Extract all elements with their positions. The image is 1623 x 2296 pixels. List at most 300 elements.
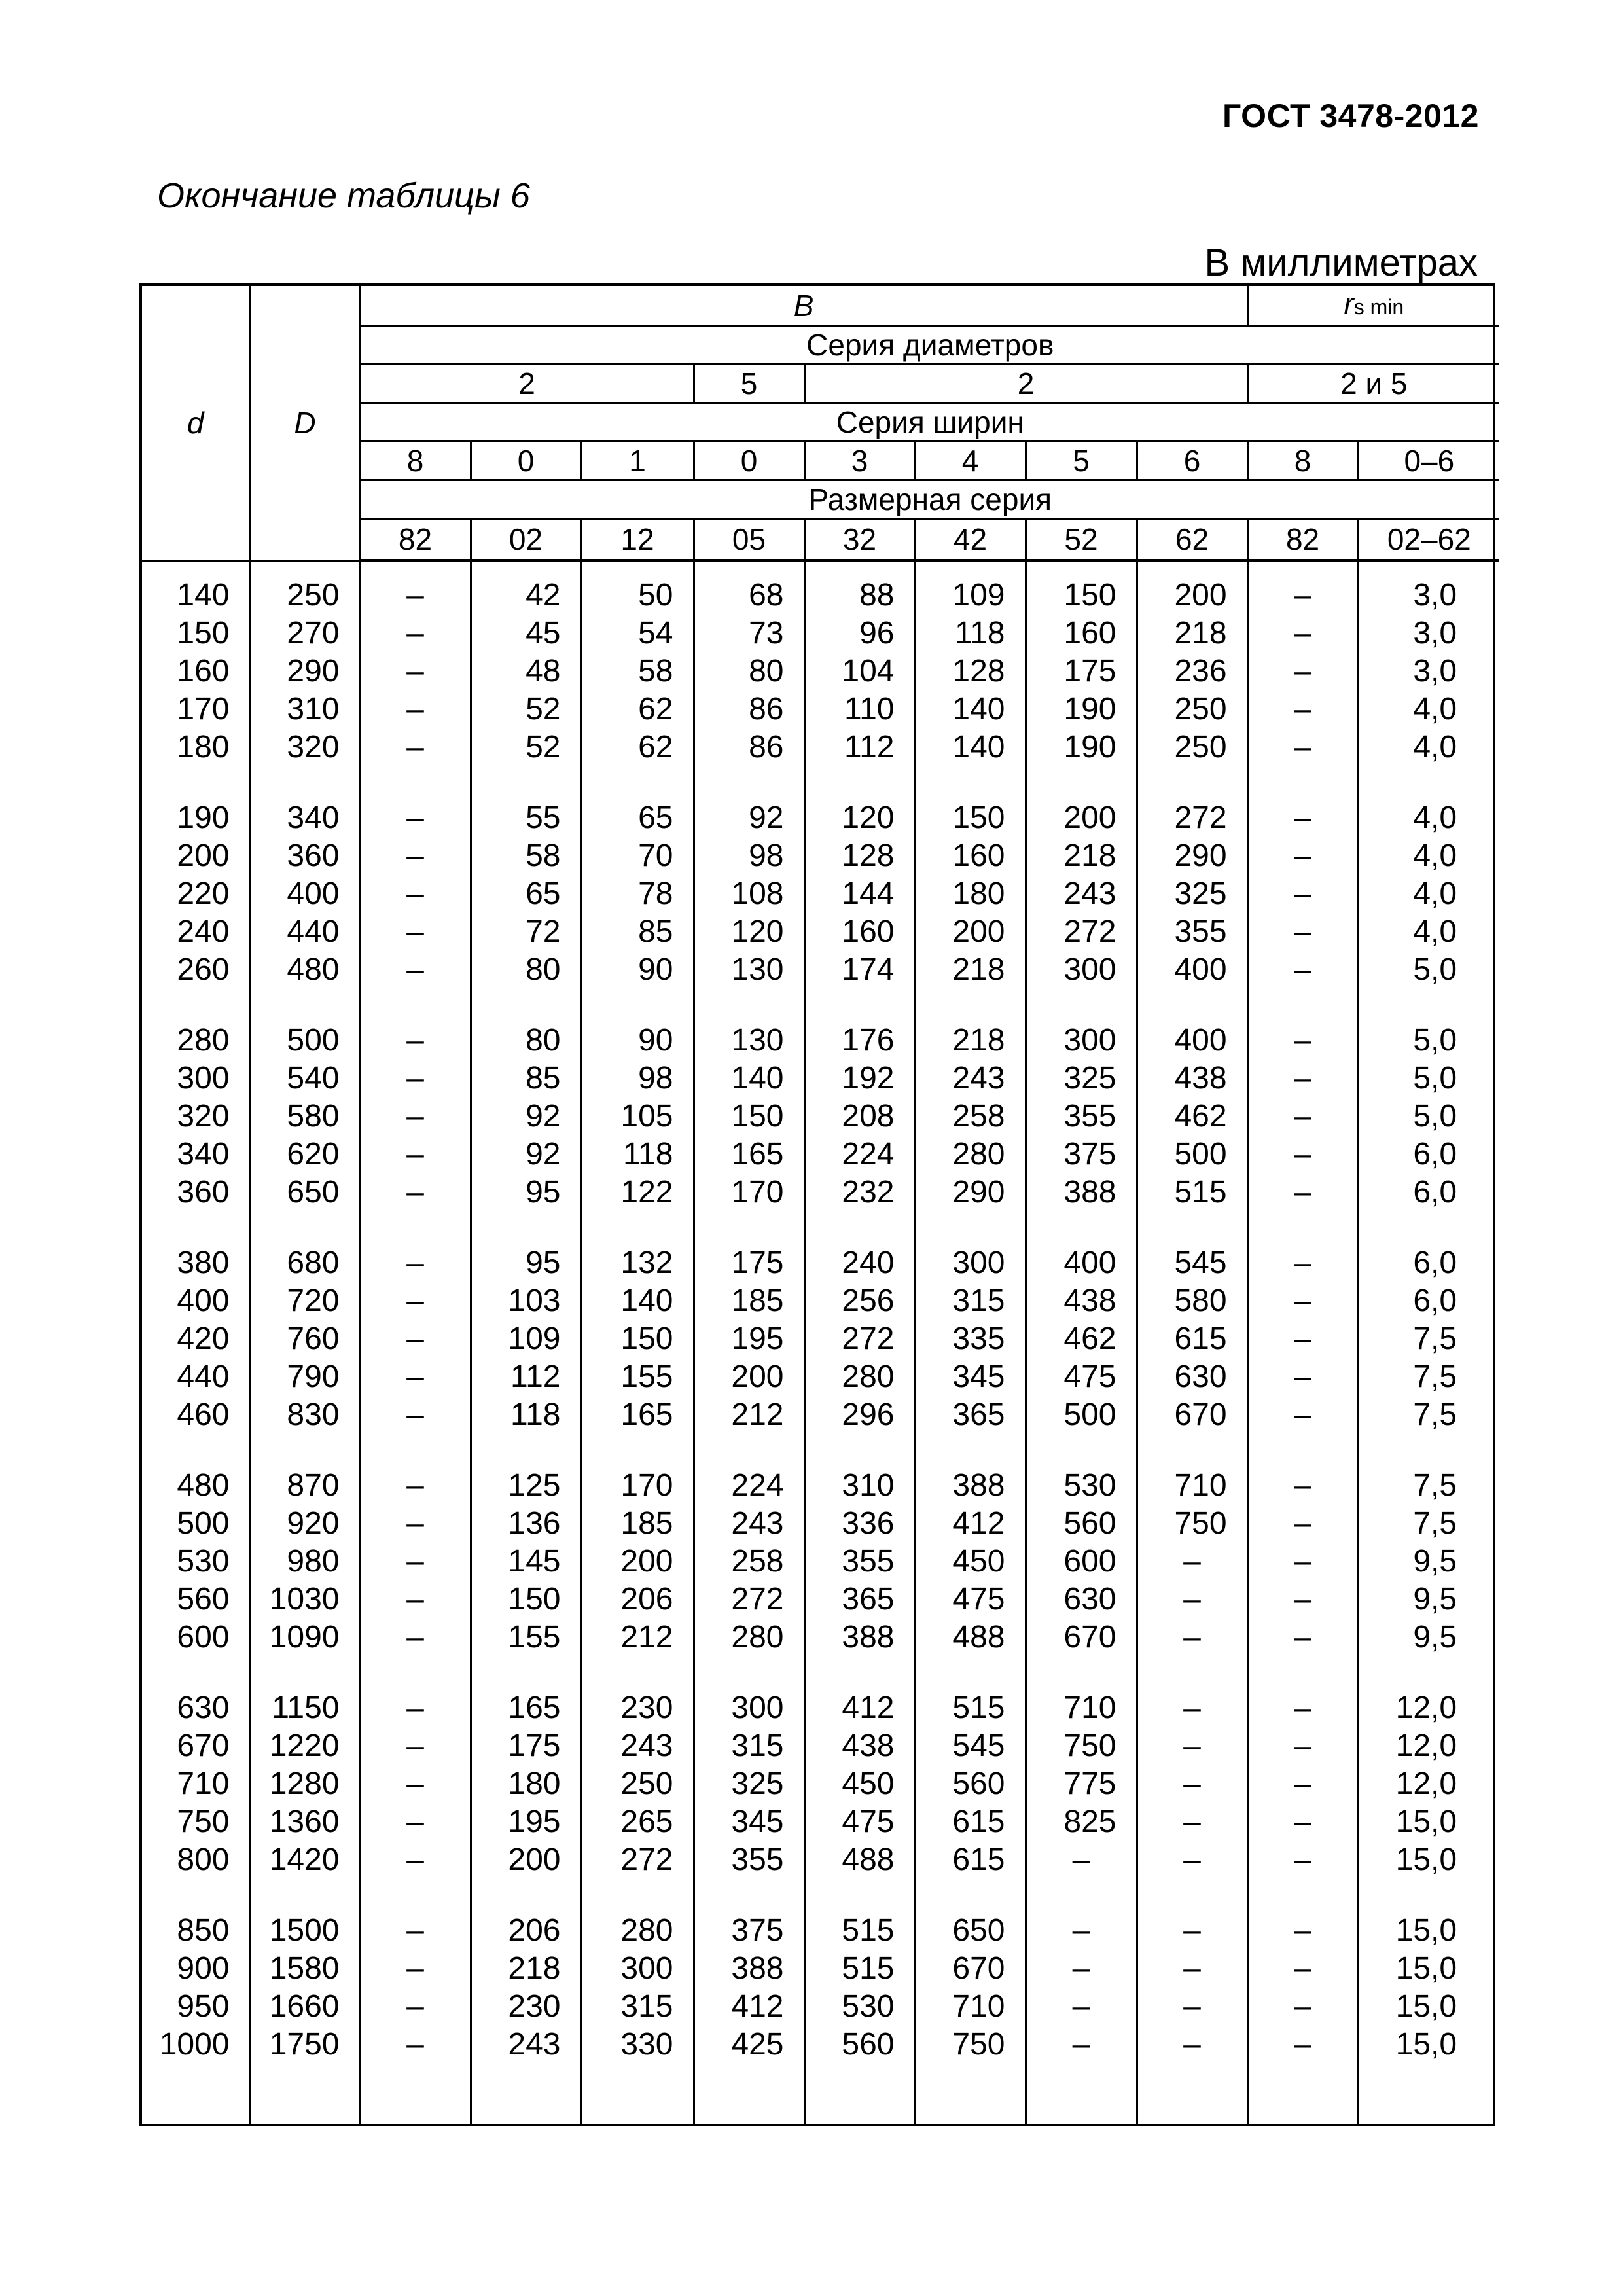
table-cell: – — [1137, 1689, 1247, 1727]
table-cell: 440 — [250, 913, 360, 951]
header-dimension-series-cell: 02 — [471, 519, 581, 561]
table-cell: 136 — [471, 1505, 581, 1543]
table-cell: 830 — [250, 1396, 360, 1434]
table-cell: 243 — [581, 1727, 694, 1765]
table-cell: 54 — [581, 615, 694, 653]
table-cell: 176 — [804, 1022, 915, 1060]
header-dimension-series-cell: 12 — [581, 519, 694, 561]
table-cell: 710 — [915, 1988, 1026, 2026]
table-cell: 200 — [694, 1358, 804, 1396]
table-cell: 265 — [581, 1803, 694, 1841]
table-cell: 118 — [581, 1136, 694, 1174]
header-width-series-cell: 3 — [804, 442, 915, 480]
table-cell: – — [360, 799, 471, 837]
table-cell: – — [360, 1320, 471, 1358]
table-cell: 750 — [142, 1803, 250, 1841]
table-cell: 206 — [471, 1912, 581, 1950]
table-cell: 180 — [915, 875, 1026, 913]
table-cell: 250 — [581, 1765, 694, 1803]
table-cell: 375 — [694, 1912, 804, 1950]
table-cell: 230 — [471, 1988, 581, 2026]
table-cell: 1150 — [250, 1689, 360, 1727]
table-row — [142, 1467, 1499, 1505]
table-cell: 375 — [1026, 1136, 1137, 1174]
table-cell: 3,0 — [1358, 653, 1499, 691]
table-row — [142, 799, 1499, 837]
table-cell: 243 — [694, 1505, 804, 1543]
table-cell: 480 — [142, 1467, 250, 1505]
table-cell: 70 — [581, 837, 694, 875]
table-cell: 15,0 — [1358, 1950, 1499, 1988]
table-cell: – — [360, 837, 471, 875]
table-cell: 140 — [142, 577, 250, 615]
table-cell: 545 — [1137, 1244, 1247, 1282]
table-row — [142, 1098, 1499, 1136]
table-cell: 540 — [250, 1060, 360, 1098]
table-cell: – — [1247, 1803, 1358, 1841]
table-cell: – — [1026, 1950, 1137, 1988]
table-cell: 315 — [915, 1282, 1026, 1320]
table-cell: 98 — [694, 837, 804, 875]
table-cell: – — [1247, 1689, 1358, 1727]
table-cell: 118 — [471, 1396, 581, 1434]
table-row — [142, 1505, 1499, 1543]
table-cell: – — [1247, 577, 1358, 615]
table-cell: – — [1247, 799, 1358, 837]
table-cell: – — [1247, 1619, 1358, 1657]
table-cell: – — [360, 1174, 471, 1211]
table-cell: – — [1026, 1841, 1137, 1879]
header-diameter-series-cell: 2 — [804, 365, 1247, 403]
table-cell: 120 — [804, 799, 915, 837]
table-cell: 55 — [471, 799, 581, 837]
table-cell: 530 — [1026, 1467, 1137, 1505]
table-cell: – — [360, 1803, 471, 1841]
header-width-series-cell: 8 — [360, 442, 471, 480]
table-cell: 150 — [694, 1098, 804, 1136]
table-cell: 475 — [915, 1581, 1026, 1619]
table-cell: 388 — [915, 1467, 1026, 1505]
table-cell: – — [1247, 1320, 1358, 1358]
table-cell: 140 — [915, 691, 1026, 728]
table-cell: – — [1137, 1619, 1247, 1657]
table-cell: 300 — [1026, 1022, 1137, 1060]
table-cell: 325 — [1137, 875, 1247, 913]
table-cell: 515 — [804, 1912, 915, 1950]
table-cell: 670 — [142, 1727, 250, 1765]
table-cell: 750 — [1026, 1727, 1137, 1765]
table-cell: 412 — [694, 1988, 804, 2026]
table-cell: – — [360, 1244, 471, 1282]
table-cell: 400 — [1137, 951, 1247, 989]
table-cell: 355 — [1137, 913, 1247, 951]
table-cell: 208 — [804, 1098, 915, 1136]
table-cell: 7,5 — [1358, 1320, 1499, 1358]
header-diameter-series-cell: 2 и 5 — [1247, 365, 1499, 403]
table-cell: 670 — [1026, 1619, 1137, 1657]
table-cell: 12,0 — [1358, 1765, 1499, 1803]
table-cell: 42 — [471, 577, 581, 615]
table-cell: 7,5 — [1358, 1396, 1499, 1434]
table-cell: – — [1247, 1950, 1358, 1988]
table-cell: 400 — [1137, 1022, 1247, 1060]
table-row — [142, 1912, 1499, 1950]
table-cell: 160 — [915, 837, 1026, 875]
table-cell: – — [1026, 2026, 1137, 2064]
table-cell: – — [1247, 951, 1358, 989]
table-cell: 130 — [694, 1022, 804, 1060]
table-cell: 96 — [804, 615, 915, 653]
table-cell: 438 — [804, 1727, 915, 1765]
header-B: B — [360, 286, 1247, 326]
table-cell: 790 — [250, 1358, 360, 1396]
table-cell: 3,0 — [1358, 577, 1499, 615]
table-cell: – — [1247, 1912, 1358, 1950]
table-cell: 73 — [694, 615, 804, 653]
table-row — [142, 1022, 1499, 1060]
table-cell: 438 — [1026, 1282, 1137, 1320]
table-row — [142, 1543, 1499, 1581]
table-cell: 290 — [915, 1174, 1026, 1211]
table-cell: 480 — [250, 951, 360, 989]
table-cell: 122 — [581, 1174, 694, 1211]
header-D: D — [250, 286, 360, 561]
table-cell: – — [360, 1136, 471, 1174]
table-cell: – — [360, 1022, 471, 1060]
table-cell: 500 — [1137, 1136, 1247, 1174]
table-cell: – — [1247, 1098, 1358, 1136]
document-code: ГОСТ 3478-2012 — [1222, 98, 1479, 134]
table-cell: – — [1247, 1244, 1358, 1282]
table-cell: 160 — [804, 913, 915, 951]
table-cell: 175 — [694, 1244, 804, 1282]
header-diameter-series-cell: 2 — [360, 365, 694, 403]
table-cell: 224 — [804, 1136, 915, 1174]
table-cell: – — [1247, 1060, 1358, 1098]
table-cell: 160 — [1026, 615, 1137, 653]
table-cell: 240 — [804, 1244, 915, 1282]
table-cell: 545 — [915, 1727, 1026, 1765]
table-cell: – — [360, 691, 471, 728]
table-cell: – — [360, 1098, 471, 1136]
table-cell: 72 — [471, 913, 581, 951]
table-cell: – — [360, 913, 471, 951]
table-cell: 6,0 — [1358, 1174, 1499, 1211]
table-cell: 6,0 — [1358, 1282, 1499, 1320]
table-cell: – — [360, 1358, 471, 1396]
table-cell: – — [1137, 2026, 1247, 2064]
table-cell: 325 — [694, 1765, 804, 1803]
table-cell: 250 — [1137, 728, 1247, 766]
table-cell: 175 — [1026, 653, 1137, 691]
table-cell: 515 — [804, 1950, 915, 1988]
table-cell: 45 — [471, 615, 581, 653]
table-row — [142, 653, 1499, 691]
table-cell: 315 — [581, 1988, 694, 2026]
table-cell: 500 — [1026, 1396, 1137, 1434]
table-cell: 870 — [250, 1467, 360, 1505]
table-cell: 90 — [581, 951, 694, 989]
table-cell: 109 — [471, 1320, 581, 1358]
table-cell: 515 — [915, 1689, 1026, 1727]
table-cell: 48 — [471, 653, 581, 691]
table-cell: 440 — [142, 1358, 250, 1396]
table-cell: 250 — [250, 577, 360, 615]
table-cell: 412 — [915, 1505, 1026, 1543]
table-cell: 150 — [142, 615, 250, 653]
table-cell: 243 — [471, 2026, 581, 2064]
table-cell: 280 — [581, 1912, 694, 1950]
header-width-series-cell: 0 — [471, 442, 581, 480]
table-cell: – — [360, 577, 471, 615]
table-cell: 109 — [915, 577, 1026, 615]
table-cell: 388 — [804, 1619, 915, 1657]
table-cell: – — [1137, 1543, 1247, 1581]
table-cell: 560 — [1026, 1505, 1137, 1543]
table-cell: 650 — [915, 1912, 1026, 1950]
table-cell: 600 — [1026, 1543, 1137, 1581]
table-cell: – — [1247, 1841, 1358, 1879]
table-cell: 236 — [1137, 653, 1247, 691]
table-cell: 165 — [694, 1136, 804, 1174]
table-cell: 140 — [694, 1060, 804, 1098]
table-cell: 710 — [1137, 1467, 1247, 1505]
table-cell: 680 — [250, 1244, 360, 1282]
table-cell: 192 — [804, 1060, 915, 1098]
table-cell: 335 — [915, 1320, 1026, 1358]
table-cell: 220 — [142, 875, 250, 913]
table-cell: 3,0 — [1358, 615, 1499, 653]
table-row — [142, 875, 1499, 913]
table-cell: 272 — [1137, 799, 1247, 837]
table-cell: 4,0 — [1358, 913, 1499, 951]
table-cell: 212 — [694, 1396, 804, 1434]
table-cell: 500 — [250, 1022, 360, 1060]
table-cell: 150 — [915, 799, 1026, 837]
table-cell: 775 — [1026, 1765, 1137, 1803]
table-cell: 1660 — [250, 1988, 360, 2026]
table-cell: 175 — [471, 1727, 581, 1765]
table-cell: 12,0 — [1358, 1727, 1499, 1765]
table-cell: 365 — [915, 1396, 1026, 1434]
table-cell: 475 — [804, 1803, 915, 1841]
table-cell: 300 — [694, 1689, 804, 1727]
header-dimension-series-cell: 02–62 — [1358, 519, 1499, 561]
table-cell: 475 — [1026, 1358, 1137, 1396]
table-cell: 150 — [1026, 577, 1137, 615]
table-cell: – — [360, 1543, 471, 1581]
table-cell: 4,0 — [1358, 691, 1499, 728]
table-cell: – — [1247, 1396, 1358, 1434]
table-cell: 272 — [804, 1320, 915, 1358]
table-cell: 320 — [250, 728, 360, 766]
table-cell: 80 — [471, 951, 581, 989]
table-cell: 7,5 — [1358, 1358, 1499, 1396]
table-cell: – — [1247, 1765, 1358, 1803]
table-cell: 155 — [471, 1619, 581, 1657]
table-cell: – — [360, 2026, 471, 2064]
table-cell: 258 — [694, 1543, 804, 1581]
table-cell: 800 — [142, 1841, 250, 1879]
header-width-series-cell: 4 — [915, 442, 1026, 480]
table-cell: – — [360, 615, 471, 653]
table-row — [142, 1174, 1499, 1211]
table-cell: 488 — [915, 1619, 1026, 1657]
table-cell: 750 — [915, 2026, 1026, 2064]
table-cell: 360 — [250, 837, 360, 875]
table-cell: 150 — [581, 1320, 694, 1358]
table-cell: 78 — [581, 875, 694, 913]
table-cell: 7,5 — [1358, 1467, 1499, 1505]
table-cell: 232 — [804, 1174, 915, 1211]
table-row — [142, 1244, 1499, 1282]
table-cell: – — [360, 951, 471, 989]
table-row — [142, 2026, 1499, 2064]
table-cell: 240 — [142, 913, 250, 951]
table-cell: – — [360, 1282, 471, 1320]
table-cell: 6,0 — [1358, 1244, 1499, 1282]
table-cell: 630 — [1026, 1581, 1137, 1619]
table-cell: – — [1247, 837, 1358, 875]
table-row — [142, 1619, 1499, 1657]
table-cell: 52 — [471, 691, 581, 728]
table-cell: – — [360, 1912, 471, 1950]
header-dimension-series-cell: 52 — [1026, 519, 1137, 561]
table-cell: 1090 — [250, 1619, 360, 1657]
table-row — [142, 1803, 1499, 1841]
table-cell: – — [1026, 1988, 1137, 2026]
table-cell: 280 — [694, 1619, 804, 1657]
table-cell: 560 — [142, 1581, 250, 1619]
table-cell: 140 — [581, 1282, 694, 1320]
table-row — [142, 1358, 1499, 1396]
table-cell: – — [1247, 913, 1358, 951]
table-cell: 108 — [694, 875, 804, 913]
table-cell: 330 — [581, 2026, 694, 2064]
table-row — [142, 615, 1499, 653]
table-cell: 62 — [581, 728, 694, 766]
table-row — [142, 1689, 1499, 1727]
table-cell: 180 — [142, 728, 250, 766]
table-cell: – — [1247, 1505, 1358, 1543]
table-row — [142, 691, 1499, 728]
header-width-series-cell: 8 — [1247, 442, 1358, 480]
header-dimension-series-cell: 05 — [694, 519, 804, 561]
table-cell: 560 — [915, 1765, 1026, 1803]
table-cell: 80 — [694, 653, 804, 691]
table-cell: 580 — [1137, 1282, 1247, 1320]
header-d: d — [142, 286, 250, 561]
table-cell: – — [1247, 1467, 1358, 1505]
table-cell: 600 — [142, 1619, 250, 1657]
table-cell: 86 — [694, 691, 804, 728]
table-cell: 185 — [694, 1282, 804, 1320]
table-cell: 5,0 — [1358, 951, 1499, 989]
table-cell: 170 — [142, 691, 250, 728]
header-diameter-series-label: Серия диаметров — [360, 326, 1499, 365]
table-cell: 160 — [142, 653, 250, 691]
table-cell: 185 — [581, 1505, 694, 1543]
table-cell: 98 — [581, 1060, 694, 1098]
table-cell: 315 — [694, 1727, 804, 1765]
table-cell: 400 — [1026, 1244, 1137, 1282]
table-cell: – — [360, 1988, 471, 2026]
table-cell: 345 — [694, 1803, 804, 1841]
table-cell: 615 — [1137, 1320, 1247, 1358]
table-row — [142, 1136, 1499, 1174]
table-cell: 615 — [915, 1803, 1026, 1841]
table-cell: 200 — [1137, 577, 1247, 615]
table-cell: 388 — [694, 1950, 804, 1988]
table-cell: – — [1247, 1282, 1358, 1320]
header-rs-min: rs min — [1247, 286, 1499, 326]
table-cell: 218 — [1137, 615, 1247, 653]
table-cell: 243 — [915, 1060, 1026, 1098]
table-cell: 15,0 — [1358, 2026, 1499, 2064]
table-cell: 438 — [1137, 1060, 1247, 1098]
table-cell: – — [360, 1765, 471, 1803]
table-cell: 110 — [804, 691, 915, 728]
table-cell: 212 — [581, 1619, 694, 1657]
table-cell: 310 — [250, 691, 360, 728]
table-cell: 9,5 — [1358, 1543, 1499, 1581]
table-cell: 400 — [250, 875, 360, 913]
table-cell: 250 — [1137, 691, 1247, 728]
header-width-series-label: Серия ширин — [360, 403, 1499, 442]
table-cell: 500 — [142, 1505, 250, 1543]
table-cell: – — [360, 1727, 471, 1765]
table-row — [142, 1060, 1499, 1098]
table-cell: 400 — [142, 1282, 250, 1320]
table-cell: 92 — [471, 1136, 581, 1174]
table-cell: – — [1247, 875, 1358, 913]
table-cell: – — [360, 875, 471, 913]
header-dimension-series-cell: 82 — [360, 519, 471, 561]
table-cell: 65 — [471, 875, 581, 913]
table-cell: 150 — [471, 1581, 581, 1619]
table-cell: 15,0 — [1358, 1841, 1499, 1879]
table-cell: 355 — [694, 1841, 804, 1879]
table-row — [142, 913, 1499, 951]
table-cell: – — [1247, 691, 1358, 728]
table-cell: 515 — [1137, 1174, 1247, 1211]
table-row — [142, 837, 1499, 875]
table-cell: 300 — [142, 1060, 250, 1098]
header-dimension-series-cell: 32 — [804, 519, 915, 561]
table-cell: 118 — [915, 615, 1026, 653]
table-cell: 258 — [915, 1098, 1026, 1136]
bearing-dimensions-table — [139, 283, 1495, 2126]
table-cell: 310 — [804, 1467, 915, 1505]
table-cell: 218 — [915, 1022, 1026, 1060]
table-cell: 300 — [1026, 951, 1137, 989]
header-width-series-cell: 0 — [694, 442, 804, 480]
table-cell: 620 — [250, 1136, 360, 1174]
table-cell: 95 — [471, 1174, 581, 1211]
table-cell: 1000 — [142, 2026, 250, 2064]
header-dimension-series-cell: 82 — [1247, 519, 1358, 561]
table-cell: 90 — [581, 1022, 694, 1060]
table-cell: 462 — [1026, 1320, 1137, 1358]
table-cell: 650 — [250, 1174, 360, 1211]
table-cell: 15,0 — [1358, 1988, 1499, 2026]
header-dimension-series-cell: 42 — [915, 519, 1026, 561]
table-cell: 1750 — [250, 2026, 360, 2064]
table-cell: – — [360, 1505, 471, 1543]
table-caption: Окончание таблицы 6 — [157, 176, 530, 215]
table-cell: 200 — [581, 1543, 694, 1581]
table-cell: 450 — [804, 1765, 915, 1803]
